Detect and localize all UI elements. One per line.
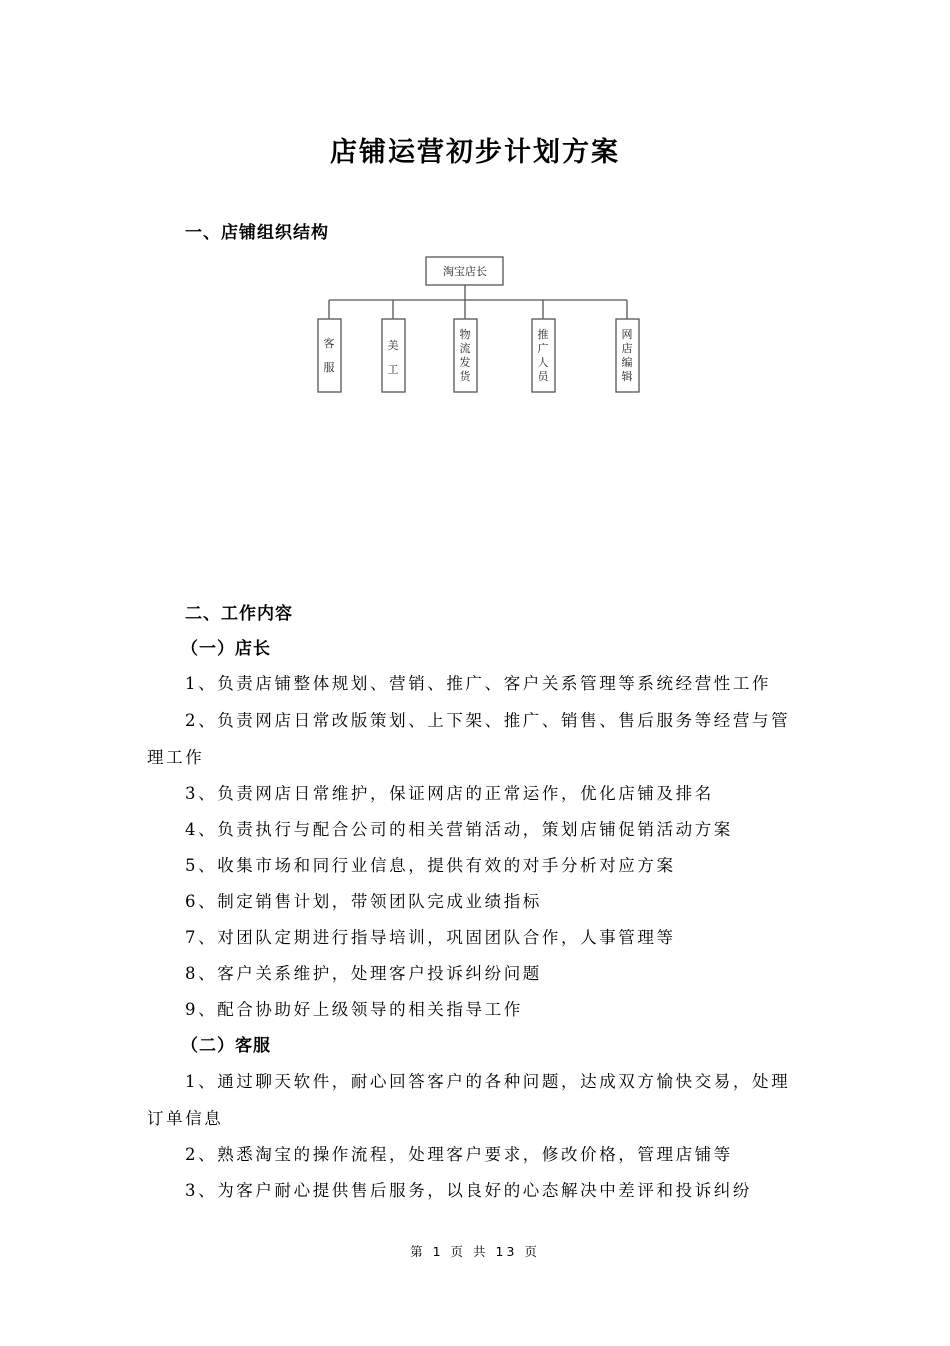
subheading-store-manager: （一）店长 (181, 639, 271, 659)
org-label-4-2: 广 (537, 342, 549, 355)
footer-suffix: 页 (524, 1244, 540, 1259)
org-label-3-1: 物 (459, 328, 471, 341)
org-label-2-2: 工 (387, 363, 399, 376)
section-heading-org-structure: 一、店铺组织结构 (185, 223, 329, 243)
org-label-3-4: 货 (459, 370, 471, 383)
footer-total-pages: 13 (495, 1244, 518, 1259)
page-footer (0, 1242, 950, 1260)
list-item: 8、客户关系维护，处理客户投诉纠纷问题 (185, 964, 542, 983)
org-box-design (382, 319, 405, 392)
list-item: 2、负责网店日常改版策划、上下架、推广、销售、售后服务等经营与管 (185, 711, 791, 730)
org-label-3-3: 发 (459, 356, 471, 369)
list-item: 1、通过聊天软件，耐心回答客户的各种问题，达成双方愉快交易，处理 (185, 1072, 791, 1091)
org-box-customer-service (318, 319, 341, 392)
org-label-3-2: 流 (459, 342, 471, 355)
page-title: 店铺运营初步计划方案 (330, 137, 620, 168)
footer-prefix: 第 (410, 1244, 426, 1259)
org-root-label: 淘宝店长 (443, 265, 487, 278)
list-item-continuation: 理工作 (147, 748, 205, 767)
list-item: 3、负责网店日常维护，保证网店的正常运作，优化店铺及排名 (185, 784, 714, 803)
list-item: 6、制定销售计划，带领团队完成业绩指标 (185, 892, 542, 911)
list-item: 5、收集市场和同行业信息，提供有效的对手分析对应方案 (185, 856, 676, 875)
list-item: 3、为客户耐心提供售后服务，以良好的心态解决中差评和投诉纠纷 (185, 1181, 752, 1200)
list-item: 4、负责执行与配合公司的相关营销活动，策划店铺促销活动方案 (185, 820, 733, 839)
org-label-5-3: 编 (621, 356, 633, 369)
org-label-2-1: 美 (387, 339, 399, 352)
org-label-5-2: 店 (621, 342, 633, 355)
list-item: 2、熟悉淘宝的操作流程，处理客户要求，修改价格，管理店铺等 (185, 1145, 733, 1164)
org-chart (0, 0, 950, 420)
org-label-4-4: 员 (537, 370, 549, 383)
org-label-1-2: 服 (323, 361, 335, 374)
list-item: 9、配合协助好上级领导的相关指导工作 (185, 1000, 523, 1019)
list-item: 7、对团队定期进行指导培训，巩固团队合作，人事管理等 (185, 928, 676, 947)
subheading-customer-service: （二）客服 (181, 1036, 271, 1056)
org-label-5-4: 辑 (621, 370, 633, 383)
org-label-4-1: 推 (537, 328, 549, 341)
footer-page-number: 1 (432, 1244, 444, 1259)
org-label-1-1: 客 (323, 337, 335, 350)
org-label-4-3: 人 (537, 356, 549, 369)
list-item-continuation: 订单信息 (147, 1109, 224, 1128)
org-label-5-1: 网 (621, 328, 633, 341)
list-item: 1、负责店铺整体规划、营销、推广、客户关系管理等系统经营性工作 (185, 674, 772, 693)
section-heading-work-content: 二、工作内容 (185, 604, 293, 624)
footer-mid: 页 共 (450, 1244, 489, 1259)
